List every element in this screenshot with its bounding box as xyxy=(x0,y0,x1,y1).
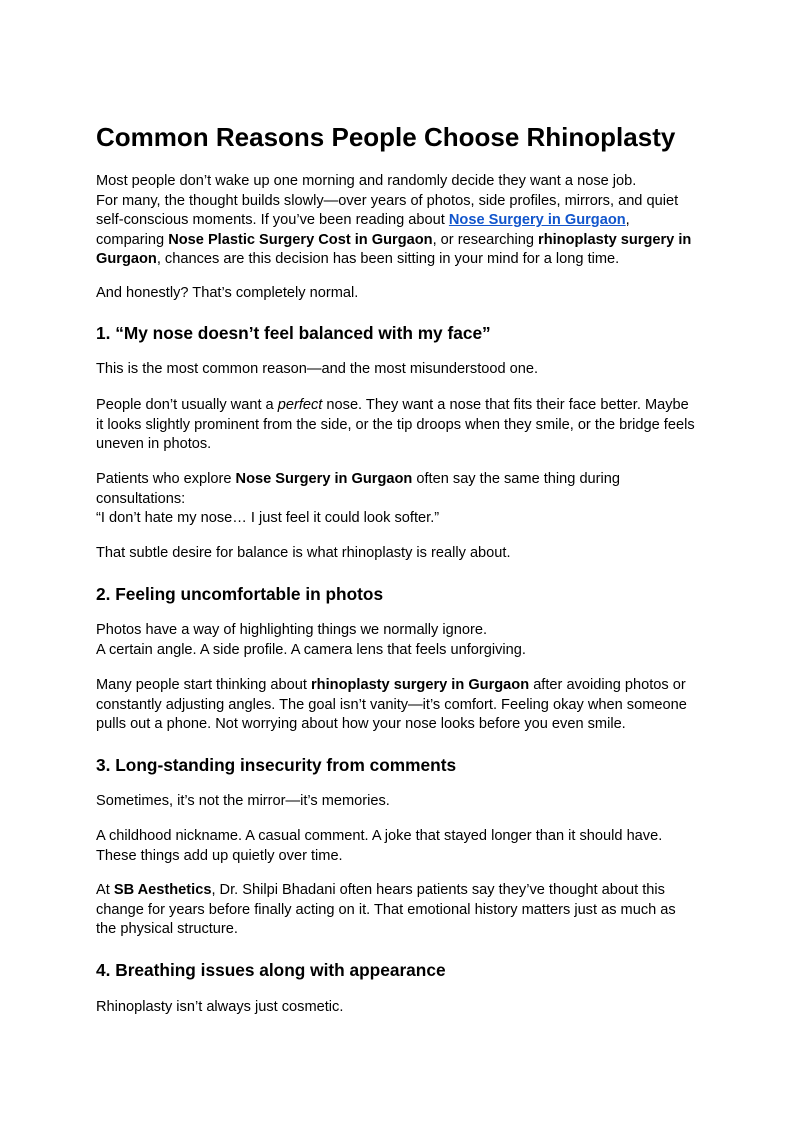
intro-text: , or researching xyxy=(432,231,539,248)
s2-p1-line-1: Photos have a way of highlighting things we normally ignore. xyxy=(96,622,488,638)
section-1-paragraph-3 xyxy=(96,470,702,529)
rhinoplasty-keyword-cont: Gurgaon xyxy=(96,251,157,267)
intro-text: , chances are this decision has been sitting in your mind for a long time. xyxy=(156,251,620,267)
s2-p2-line-2: constantly adjusting angles. The goal isn’t vanity—it’s comfort. Feeling okay when someone xyxy=(96,696,687,713)
text: nose. They want a nose that fits their face better. Maybe xyxy=(322,397,689,413)
intro-line-2: For many, the thought builds slowly—over years of photos, side profiles, mirrors, and quiet xyxy=(96,192,679,209)
section-1-heading: 1. “My nose doesn’t feel balanced with my face” xyxy=(96,323,491,343)
emphasis: perfect xyxy=(277,397,323,413)
s2-p2-line-3: pulls out a phone. Not worrying about how your nose looks before you even smile. xyxy=(96,716,626,732)
intro-line-4 xyxy=(96,231,702,251)
section-2-paragraph-1 xyxy=(96,621,702,660)
section-2-heading: 2. Feeling uncomfortable in photos xyxy=(96,584,384,604)
s3-p3-line-1 xyxy=(96,881,702,901)
s1-p2-line-2: it looks slightly prominent from the side, or the tip droops when they smile, or the bridge feels xyxy=(96,416,695,433)
section-1-paragraph-4: That subtle desire for balance is what rhinoplasty is really about. xyxy=(96,545,511,561)
intro-text: self-conscious moments. If you’ve been reading about xyxy=(96,212,449,228)
section-2-paragraph-2 xyxy=(96,676,702,735)
text: Many people start thinking about xyxy=(96,677,311,693)
s2-p2-line-1 xyxy=(96,676,702,696)
cost-keyword: Nose Plastic Surgery Cost in Gurgaon xyxy=(168,231,433,248)
s2-p1-line-2: A certain angle. A side profile. A camera lens that feels unforgiving. xyxy=(96,641,526,658)
text: often say the same thing during xyxy=(412,471,621,487)
section-1-paragraph-1: This is the most common reason—and the most misunderstood one. xyxy=(96,361,539,377)
section-3-paragraph-1: Sometimes, it’s not the mirror—it’s memories. xyxy=(96,793,390,809)
section-4-paragraph-1: Rhinoplasty isn’t always just cosmetic. xyxy=(96,999,344,1015)
intro-line-1: Most people don’t wake up one morning and randomly decide they want a nose job. xyxy=(96,173,637,189)
section-3-paragraph-2 xyxy=(96,827,702,866)
nose-surgery-link[interactable]: Nose Surgery in Gurgaon xyxy=(448,212,626,228)
s3-p2-line-1: A childhood nickname. A casual comment. A joke that stayed longer than it should have. xyxy=(96,828,663,844)
s3-p2-line-2: These things add up quietly over time. xyxy=(96,847,343,864)
s1-p3-line-1 xyxy=(96,470,702,490)
text: , Dr. Shilpi Bhadani often hears patients say they’ve thought about this xyxy=(211,882,665,898)
rhinoplasty-keyword: rhinoplasty surgery in xyxy=(538,231,692,248)
intro-text: , xyxy=(625,212,630,228)
text: after avoiding photos or xyxy=(529,677,686,693)
s3-p3-line-2: change for years before finally acting on it. That emotional history matters just as much as xyxy=(96,901,676,918)
section-4-heading: 4. Breathing issues along with appearance xyxy=(96,960,446,980)
nose-surgery-keyword: Nose Surgery in Gurgaon xyxy=(235,471,413,487)
rhinoplasty-keyword: rhinoplasty surgery in Gurgaon xyxy=(311,677,530,693)
s1-p2-line-1 xyxy=(96,396,702,416)
s1-p3-line-3: “I don’t hate my nose… I just feel it could look softer.” xyxy=(96,510,440,526)
clinic-name: SB Aesthetics xyxy=(113,882,212,898)
section-3-paragraph-3 xyxy=(96,881,702,940)
honestly-paragraph: And honestly? That’s completely normal. xyxy=(96,285,359,301)
s1-p2-line-3: uneven in photos. xyxy=(96,436,212,452)
s3-p3-line-3: the physical structure. xyxy=(96,921,238,937)
intro-paragraph xyxy=(96,172,702,270)
intro-line-3 xyxy=(96,211,702,231)
text: At xyxy=(96,882,114,898)
text: Patients who explore xyxy=(96,471,236,487)
text: People don’t usually want a xyxy=(96,397,278,413)
s1-p3-line-2: consultations: xyxy=(96,490,186,507)
section-1-paragraph-2 xyxy=(96,396,702,455)
intro-text: comparing xyxy=(96,231,169,248)
intro-line-5 xyxy=(96,250,702,270)
section-3-heading: 3. Long-standing insecurity from comments xyxy=(96,755,457,775)
page-title: Common Reasons People Choose Rhinoplasty xyxy=(96,122,676,152)
